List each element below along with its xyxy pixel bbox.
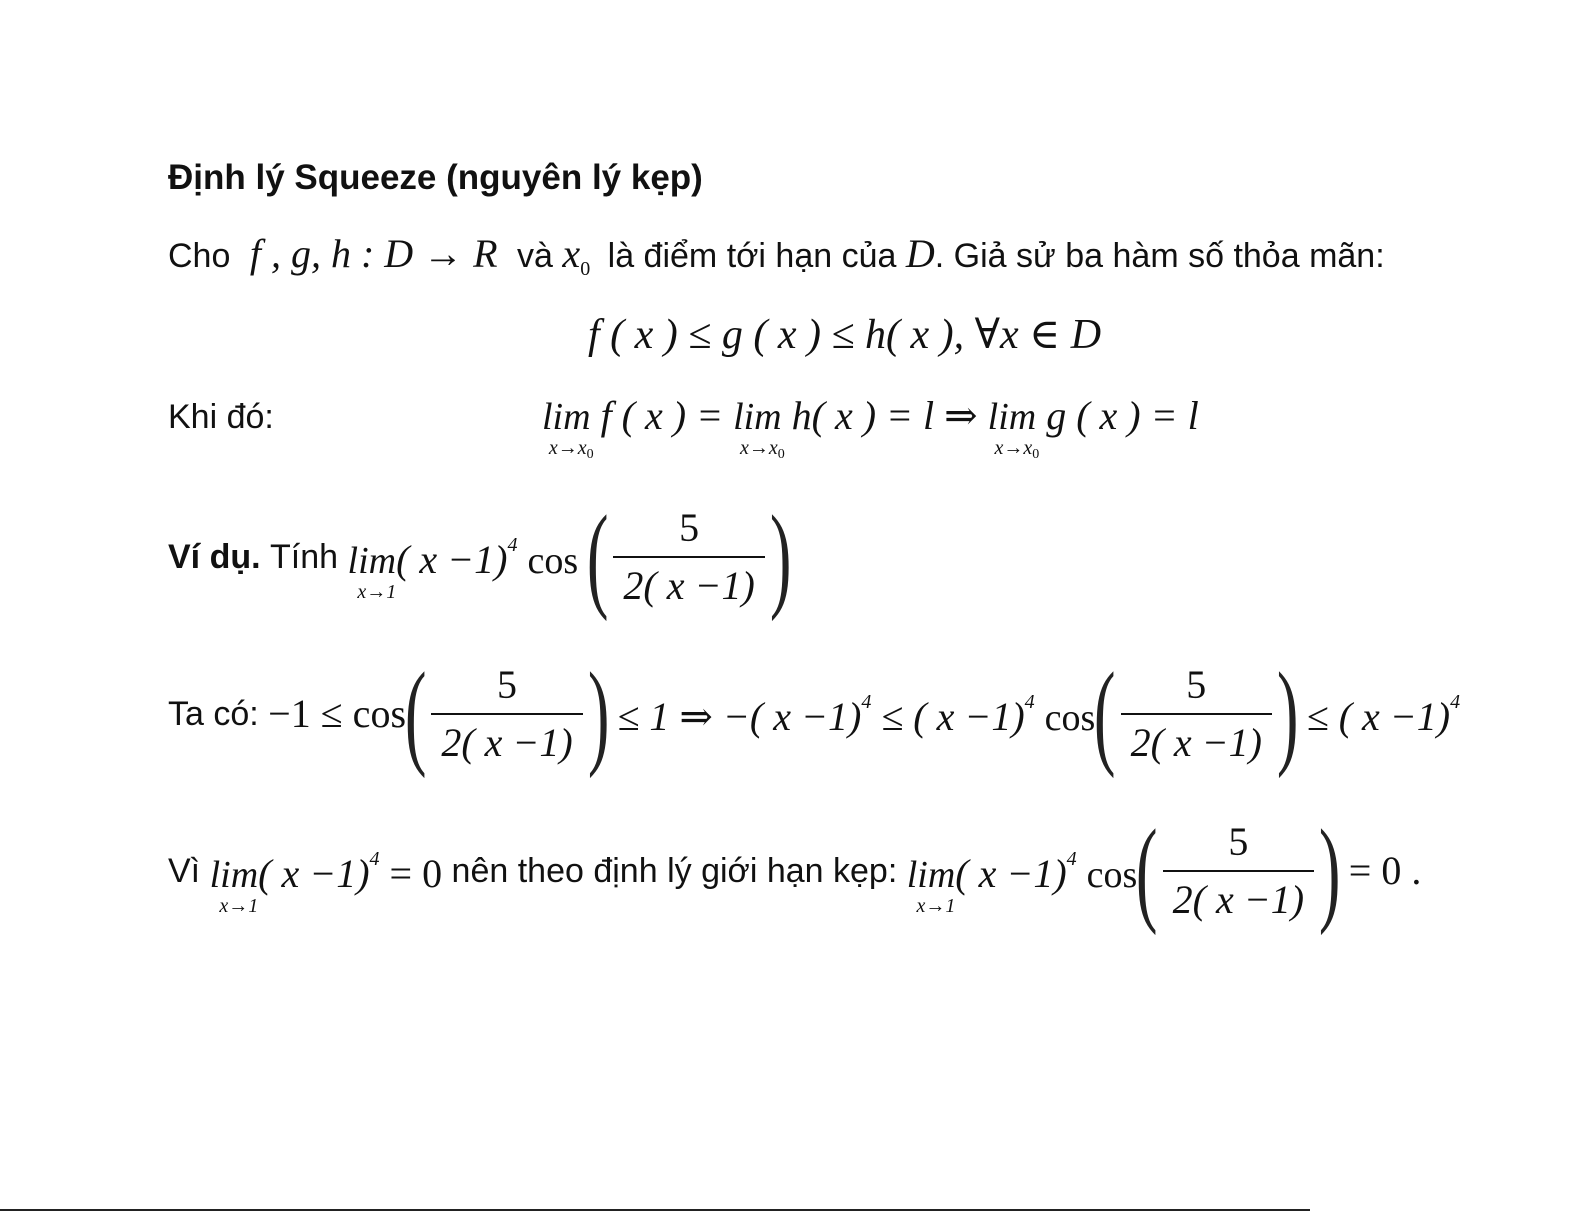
right-paren: )	[587, 648, 610, 779]
left-paren: (	[586, 491, 609, 622]
lim-subscript: $x\to x_0$	[739, 437, 785, 462]
step1-line	[168, 648, 1461, 779]
intro-rest: là điểm tới hạn của	[607, 237, 897, 275]
conclusion-part3: g ( x ) = l	[1046, 393, 1199, 438]
lim-block-s2a	[209, 853, 259, 917]
example-label: Ví dụ.	[168, 538, 261, 576]
example-line	[168, 491, 792, 622]
right-paren: )	[1276, 648, 1299, 779]
step1-middle: ≤ 1 ⇒ −( x −1)$^4$ ≤ ( x −1)$^4$ cos	[617, 690, 1096, 739]
intro-functions: f , g, h : D → R	[249, 231, 498, 276]
fraction-denominator: 2( x −1)	[623, 563, 755, 608]
lim-subscript: $x\to x_0$	[994, 437, 1040, 462]
lim-block-s2b	[906, 853, 956, 917]
condition-formula: f ( x ) ≤ g ( x ) ≤ h( x ), ∀x ∈ D	[588, 312, 1102, 358]
example-cos: cos	[527, 539, 579, 582]
intro-x: x	[562, 231, 581, 276]
lim-word: lim	[209, 853, 259, 896]
step1-label: Ta có:	[168, 695, 259, 733]
step1-fraction-2	[1121, 662, 1272, 765]
left-paren: (	[1136, 805, 1158, 936]
conclusion-label: Khi đó:	[168, 398, 274, 436]
lim-block-ex	[347, 539, 397, 603]
lim-word: lim	[987, 396, 1037, 438]
step2-limit-expr: lim x→1 ( x −1)$^4$ = 0	[209, 847, 443, 917]
intro-line	[168, 231, 1385, 280]
intro-tail: . Giả sử ba hàm số thỏa mãn:	[934, 237, 1385, 275]
lim-subscript: $x\to x_0$	[548, 437, 594, 462]
step2-vi: Vì	[168, 852, 201, 890]
conclusion-formula	[542, 393, 1199, 462]
example-tinh: Tính	[270, 538, 339, 576]
fraction-numerator: 5	[613, 508, 764, 558]
right-paren: )	[1318, 805, 1341, 936]
lim-word: lim	[733, 396, 782, 438]
lim-subscript: x→1	[916, 894, 956, 917]
example-base: ( x −1)	[396, 536, 508, 582]
lim-block-3	[987, 396, 1040, 462]
fraction-numerator: 5	[1121, 665, 1272, 715]
step1-fraction-1	[431, 662, 582, 765]
fraction-denominator: 2( x −1)	[441, 720, 573, 765]
lim-word: lim	[906, 853, 956, 896]
step2-fraction	[1163, 819, 1314, 922]
intro-cho: Cho	[168, 237, 231, 275]
lim-word: lim	[542, 396, 591, 438]
step2-result: = 0 .	[1348, 848, 1422, 893]
lim-block-2	[733, 396, 785, 462]
example-fraction	[613, 505, 764, 608]
fraction-numerator: 5	[1163, 822, 1314, 872]
step2-final-expr: lim x→1 ( x −1)$^4$ cos	[906, 847, 1138, 917]
lim-subscript: x→1	[219, 894, 259, 917]
page-title: Định lý Squeeze (nguyên lý kẹp)	[168, 158, 703, 197]
fraction-numerator: 5	[431, 665, 582, 715]
intro-x-sub: 0	[580, 258, 591, 280]
fraction-denominator: 2( x −1)	[1130, 720, 1262, 765]
lim-subscript: x→1	[357, 580, 397, 603]
step1-right: ≤ ( x −1)$^4$	[1306, 690, 1461, 739]
step2-text: nên theo định lý giới hạn kẹp:	[451, 852, 898, 890]
intro-D: D	[905, 231, 935, 276]
step1-left: −1 ≤ cos	[268, 691, 407, 736]
example-expression	[347, 533, 589, 603]
lim-block-1	[542, 396, 594, 462]
left-paren: (	[1094, 648, 1116, 779]
example-power: 4	[507, 533, 518, 556]
fraction-denominator: 2( x −1)	[1172, 877, 1305, 922]
right-paren: )	[769, 491, 792, 622]
lim-word: lim	[347, 539, 397, 582]
footer-divider	[0, 1209, 1310, 1211]
step2-line	[168, 805, 1422, 936]
left-paren: (	[404, 648, 427, 779]
intro-va: và	[517, 237, 553, 275]
conclusion-part2: h( x ) = l ⇒	[791, 393, 978, 438]
conclusion-part1: f ( x ) =	[600, 393, 724, 438]
